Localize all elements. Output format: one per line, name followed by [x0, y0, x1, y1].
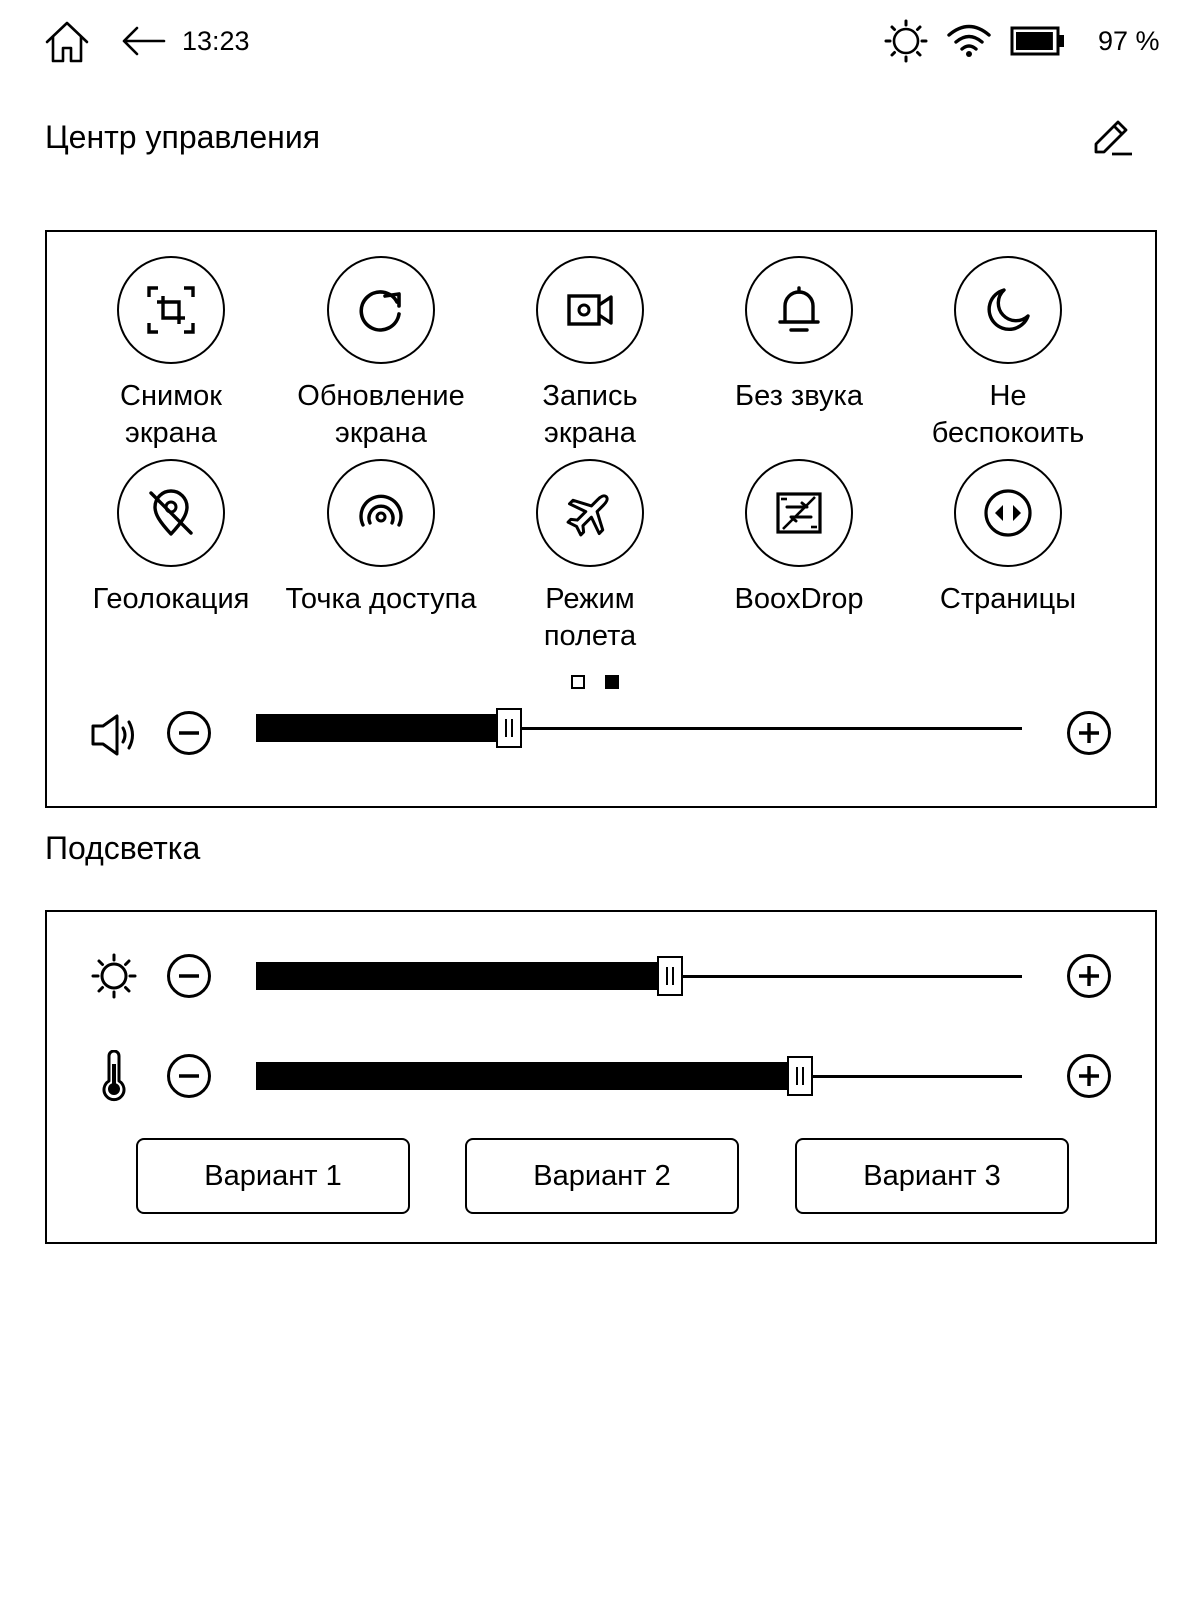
tile-screen-record[interactable]	[483, 256, 697, 452]
tile-screenshot[interactable]	[64, 256, 278, 452]
slider-thumb[interactable]	[657, 956, 683, 996]
screenshot-icon	[145, 284, 197, 336]
frontlight-icon[interactable]	[884, 19, 928, 63]
home-icon[interactable]	[44, 20, 90, 64]
tile-refresh-button[interactable]	[327, 256, 435, 364]
slider-fill	[256, 962, 670, 990]
brightness-decrease-button[interactable]	[166, 953, 212, 999]
slider-fill	[256, 714, 509, 742]
warmth-increase-button[interactable]	[1066, 1053, 1112, 1099]
tile-label: Не беспокоить	[931, 380, 1085, 449]
tile-label: Страницы	[939, 583, 1077, 615]
brightness-slider[interactable]	[256, 956, 1022, 996]
battery-percent: 97 %	[1098, 26, 1160, 56]
tile-geolocation-button[interactable]	[117, 459, 225, 567]
volume-decrease-button[interactable]	[166, 710, 212, 756]
tile-mute-button[interactable]	[745, 256, 853, 364]
speaker-icon	[90, 712, 140, 758]
tile-booxdrop-button[interactable]	[745, 459, 853, 567]
slider-thumb[interactable]	[787, 1056, 813, 1096]
refresh-icon	[355, 284, 407, 336]
volume-slider[interactable]	[256, 708, 1022, 748]
brightness-increase-button[interactable]	[1066, 953, 1112, 999]
page-dot-1[interactable]	[571, 675, 585, 689]
tile-mute[interactable]	[692, 256, 906, 415]
wifi-icon[interactable]	[946, 24, 992, 58]
page-dot-2[interactable]	[605, 675, 619, 689]
minus-icon	[166, 1053, 212, 1099]
thermometer-icon	[96, 1050, 132, 1102]
plus-icon	[1066, 710, 1112, 756]
minus-icon	[166, 953, 212, 999]
tile-pages[interactable]	[901, 459, 1115, 618]
tile-label: Без звука	[735, 380, 863, 412]
page-turn-icon	[982, 487, 1034, 539]
battery-icon	[1010, 26, 1066, 56]
warmth-slider[interactable]	[256, 1056, 1022, 1096]
back-arrow-icon[interactable]	[120, 24, 166, 58]
tile-label: Обновление экрана	[297, 380, 465, 449]
airplane-icon	[564, 487, 616, 539]
hotspot-icon	[355, 487, 407, 539]
tile-airplane-mode-button[interactable]	[536, 459, 644, 567]
location-off-icon	[145, 487, 197, 539]
page-title: Центр управления	[45, 119, 321, 155]
minus-icon	[166, 710, 212, 756]
tile-airplane-mode[interactable]	[483, 459, 697, 655]
status-time: 13:23	[182, 26, 250, 56]
plus-icon	[1066, 953, 1112, 999]
volume-increase-button[interactable]	[1066, 710, 1112, 756]
tile-do-not-disturb[interactable]	[901, 256, 1115, 452]
tile-hotspot-button[interactable]	[327, 459, 435, 567]
moon-icon	[982, 284, 1034, 336]
tile-label: Геолокация	[92, 583, 250, 615]
tile-geolocation[interactable]	[64, 459, 278, 618]
booxdrop-icon	[773, 487, 825, 539]
screen-record-icon	[564, 284, 616, 336]
preset-2-button[interactable]: Вариант 2	[465, 1138, 739, 1214]
tile-label: Запись экрана	[542, 380, 638, 449]
tile-hotspot[interactable]	[274, 459, 488, 618]
slider-thumb[interactable]	[496, 708, 522, 748]
sun-icon	[90, 952, 138, 1000]
tile-screen-record-button[interactable]	[536, 256, 644, 364]
tile-do-not-disturb-button[interactable]	[954, 256, 1062, 364]
preset-1-button[interactable]: Вариант 1	[136, 1138, 410, 1214]
tile-refresh[interactable]	[274, 256, 488, 452]
status-bar	[0, 0, 1204, 84]
warmth-decrease-button[interactable]	[166, 1053, 212, 1099]
bell-icon	[773, 284, 825, 336]
backlight-title: Подсветка	[45, 830, 201, 866]
tile-label: Снимок экрана	[120, 380, 222, 449]
tile-pages-button[interactable]	[954, 459, 1062, 567]
tile-screenshot-button[interactable]	[117, 256, 225, 364]
slider-fill	[256, 1062, 800, 1090]
pencil-icon	[1090, 114, 1136, 160]
tile-label: Точка доступа	[285, 583, 477, 615]
preset-3-button[interactable]: Вариант 3	[795, 1138, 1069, 1214]
tile-label: Режим полета	[543, 583, 637, 652]
plus-icon	[1066, 1053, 1112, 1099]
edit-button[interactable]	[1090, 114, 1136, 160]
tile-label: BooxDrop	[734, 583, 864, 615]
tile-booxdrop[interactable]	[692, 459, 906, 618]
